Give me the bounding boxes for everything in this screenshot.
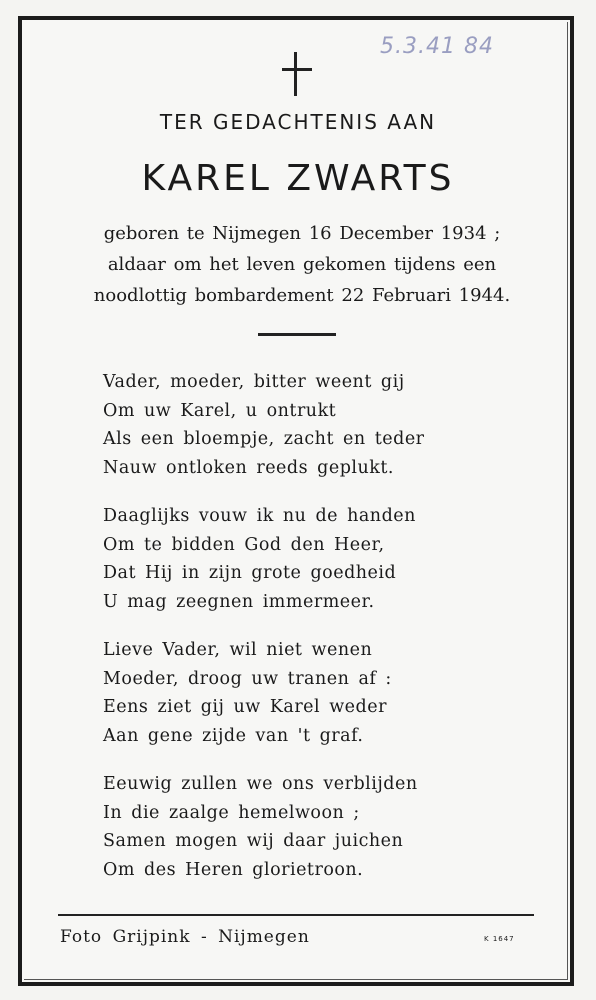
poem-line: Vader, moeder, bitter weent gij [103, 372, 405, 392]
intro-text [52, 218, 552, 311]
poem-line: Nauw ontloken reeds geplukt. [103, 457, 394, 478]
poem [103, 368, 523, 904]
poem-line: Daaglijks vouw ik nu de handen [103, 506, 416, 526]
intro-line: aldaar om het leven gekomen tijdens een [107, 254, 497, 275]
handwritten-note: 5.3.41 84 [380, 34, 494, 59]
poem-line: Dat Hij in zijn grote goedheid [103, 563, 397, 583]
card-heading: TER GEDACHTENIS AAN [159, 110, 437, 134]
poem-line: Aan gene zijde van 't graf. [103, 725, 364, 746]
poem-stanza [103, 368, 523, 482]
photographer-credit: Foto Grijpink - Nijmegen [60, 927, 310, 947]
cross-icon [276, 52, 316, 98]
intro-line: geboren te Nijmegen 16 December 1934 ; [103, 223, 501, 244]
poem-line: Eens ziet gij uw Karel weder [103, 697, 387, 717]
deceased-name: KAREL ZWARTS [141, 158, 455, 199]
poem-line: Lieve Vader, wil niet wenen [103, 640, 373, 660]
footer-divider [58, 914, 534, 916]
poem-line: Samen mogen wij daar juichen [103, 831, 404, 851]
poem-line: Eeuwig zullen we ons verblijden [103, 774, 418, 794]
poem-line: U mag zeegnen immermeer. [103, 591, 375, 612]
poem-line: Om te bidden God den Heer, [103, 534, 385, 555]
intro-line: noodlottig bombardement 22 Februari 1944. [93, 285, 511, 306]
poem-stanza [103, 502, 523, 616]
poem-line: Om uw Karel, u ontrukt [103, 400, 337, 421]
poem-line: Moeder, droog uw tranen af : [103, 668, 392, 689]
print-code: K 1647 [484, 935, 515, 943]
poem-line: Om des Heren glorietroon. [103, 859, 364, 880]
poem-stanza [103, 636, 523, 750]
divider [258, 333, 336, 336]
poem-line: In die zaalge hemelwoon ; [103, 802, 360, 823]
poem-line: Als een bloempje, zacht en teder [103, 429, 425, 449]
poem-stanza [103, 770, 523, 884]
